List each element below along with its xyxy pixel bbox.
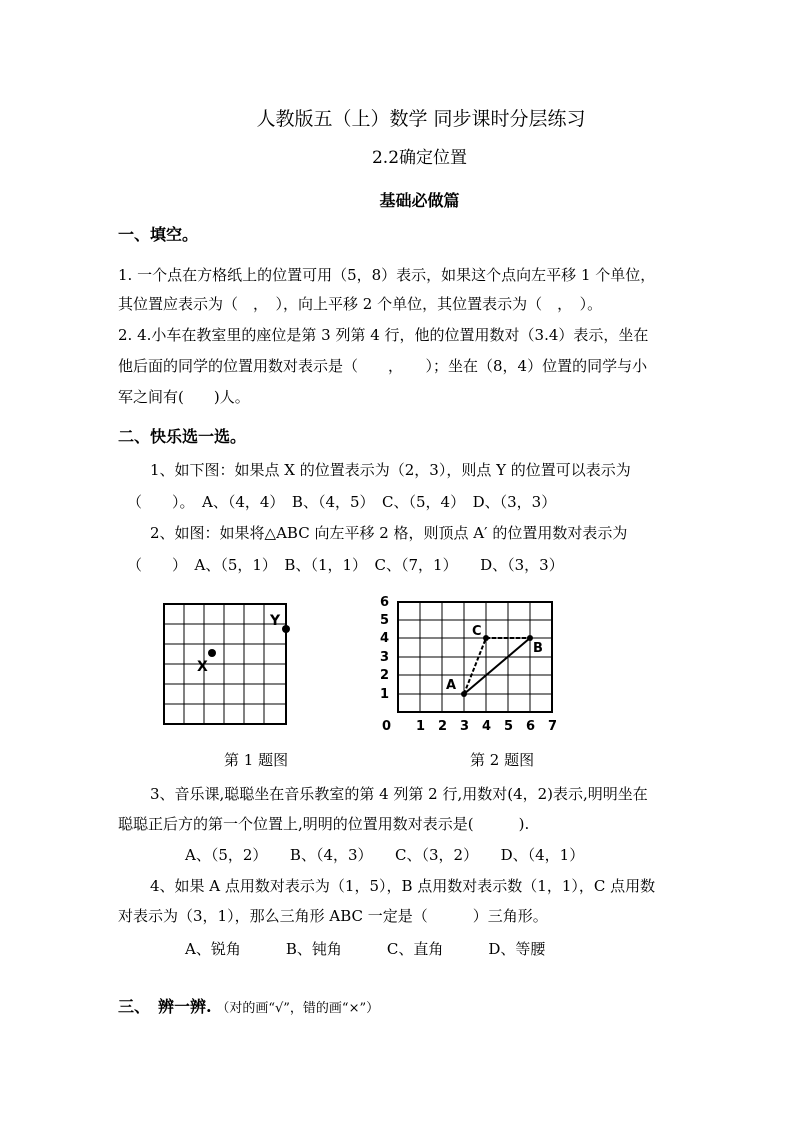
section-2-heading: 二、快乐选一选。 (118, 427, 247, 446)
s2-q1-line2: （ ）。 A、（4，4） B、（4，5） C、（5，4） D、（3，3） (127, 493, 557, 511)
vertex-a-label: A (446, 678, 457, 693)
vertex-b-label: B (533, 641, 543, 656)
point-y-dot (282, 625, 290, 633)
fig2-ytick-1: 1 (380, 687, 390, 702)
s2-q1-line1: 1、如下图：如果点 X 的位置表示为（2，3），则点 Y 的位置可以表示为 (150, 461, 631, 479)
s2-q3-options: A、（5，2） B、（4，3） C、（3，2） D、（4，1） (185, 846, 585, 864)
fig2-ytick-6: 6 (380, 595, 390, 610)
page-title: 人教版五（上）数学 同步课时分层练习 (256, 108, 586, 130)
fig2-caption: 第 2 题图 (470, 751, 535, 769)
fig2-xtick-2: 2 (438, 719, 448, 734)
point-x-label: X (197, 659, 208, 675)
point-x-dot (208, 649, 216, 657)
vertex-c-label: C (472, 624, 482, 639)
s2-q2-line2: （ ） A、（5，1） B、（1，1） C、（7，1） D、（3，3） (127, 556, 564, 574)
figure-1-grid (160, 600, 300, 730)
fig2-gridlines (398, 602, 552, 712)
vertex-c-dot (483, 635, 489, 641)
fig2-xtick-4: 4 (482, 719, 492, 734)
s2-q4-line1: 4、如果 A 点用数对表示为（1，5），B 点用数对表示数（1，1），C 点用数 (150, 877, 656, 895)
s2-q4-options: A、锐角 B、钝角 C、直角 D、等腰 (185, 940, 546, 958)
s1-q2-line2: 他后面的同学的位置用数对表示是（ ， ）；坐在（8，4）位置的同学与小 (118, 357, 648, 375)
s2-q3-line1: 3、音乐课,聪聪坐在音乐教室的第 4 列第 2 行,用数对(4，2)表示,明明坐在 (150, 785, 648, 803)
fig2-ytick-5: 5 (380, 613, 390, 628)
fig2-ytick-2: 2 (380, 668, 390, 683)
s2-q2-line1: 2、如图：如果将△ABC 向左平移 2 格，则顶点 A′ 的位置用数对表示为 (150, 524, 628, 542)
point-y-label: Y (270, 613, 281, 629)
vertex-a-dot (461, 691, 467, 697)
fig1-gridlines (164, 604, 286, 724)
fig2-xtick-3: 3 (460, 719, 470, 734)
s2-q4-line2: 对表示为（3，1），那么三角形 ABC 一定是（ ）三角形。 (118, 907, 548, 925)
s1-q2-line1: 2. 4.小车在教室里的座位是第 3 列第 4 行，他的位置用数对（3.4）表示，坐在 (118, 326, 649, 344)
s1-q1-line2: 其位置应表示为（ ， ），向上平移 2 个单位，其位置表示为（ ， ）。 (118, 295, 603, 313)
fig2-ytick-3: 3 (380, 650, 390, 665)
triangle-side-ab (464, 638, 530, 694)
section-3-note: （对的画“√”，错的画“×”） (216, 1001, 380, 1016)
s1-q2-line3: 军之间有( )人。 (118, 388, 250, 406)
fig2-xtick-5: 5 (504, 719, 514, 734)
fig2-xtick-0: 0 (382, 719, 392, 734)
section-3-heading: 三、 辨一辨. (118, 997, 212, 1016)
fig2-xtick-1: 1 (416, 719, 426, 734)
fig1-caption: 第 1 题图 (224, 751, 289, 769)
fig2-xtick-7: 7 (548, 719, 558, 734)
section-1-heading: 一、填空。 (118, 225, 199, 244)
lesson-title: 2.2确定位置 (371, 148, 468, 168)
figure-2-grid (370, 590, 560, 735)
s1-q1-line1: 1. 一个点在方格纸上的位置可用（5，8）表示，如果这个点向左平移 1 个单位， (118, 266, 656, 284)
level-title: 基础必做篇 (379, 191, 460, 210)
fig2-ytick-4: 4 (380, 631, 390, 646)
fig2-xtick-6: 6 (526, 719, 536, 734)
s2-q3-line2: 聪聪正后方的第一个位置上,明明的位置用数对表示是( ). (118, 815, 530, 833)
